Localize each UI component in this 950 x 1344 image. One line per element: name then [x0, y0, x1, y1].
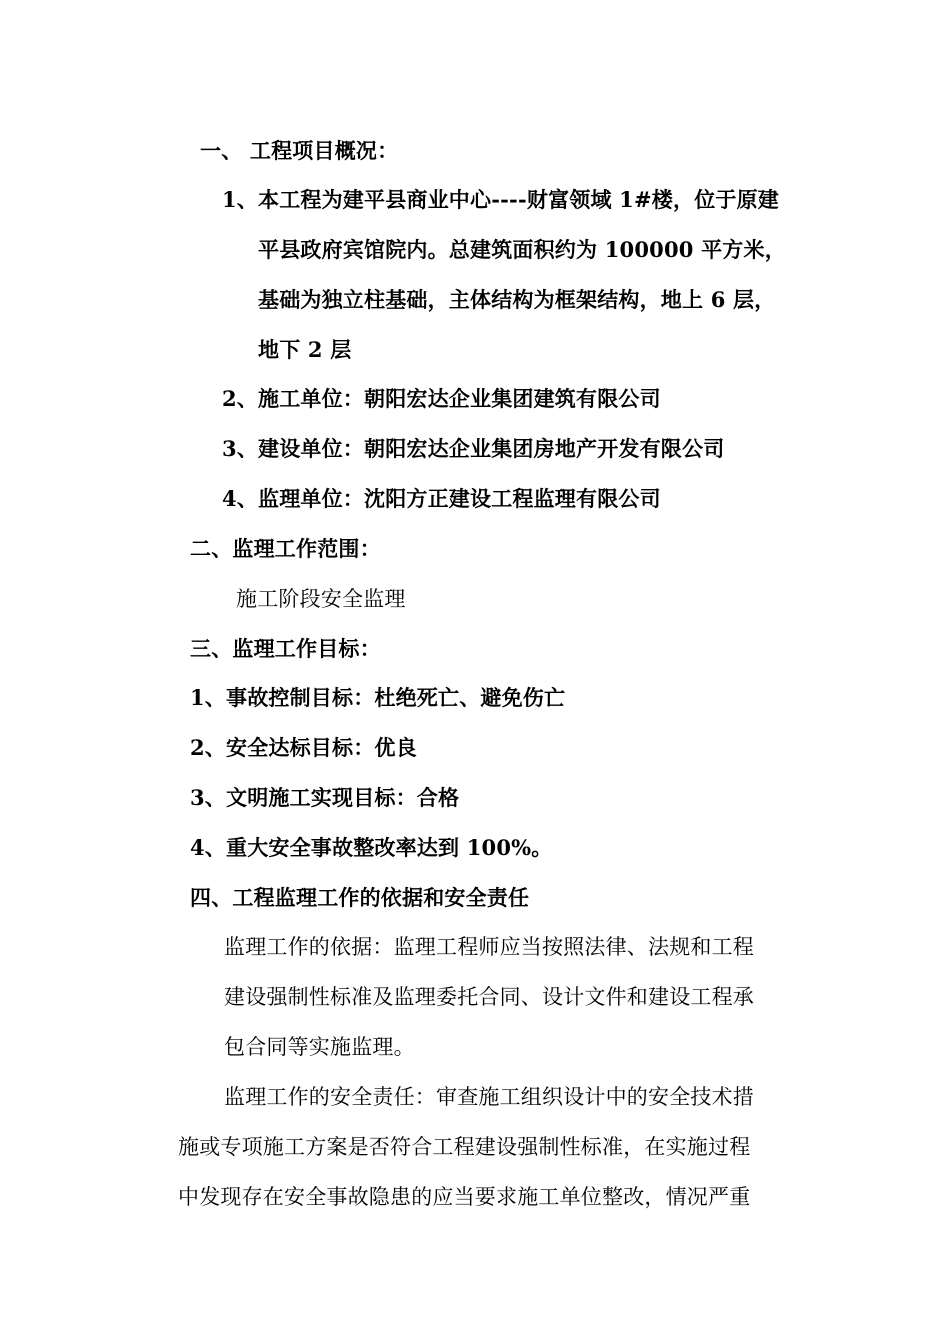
section-2-body: 施工阶段安全监理 [236, 587, 406, 611]
section-3-heading: 三、监理工作目标： [190, 636, 381, 661]
section-3-item-4: 4、重大安全事故整改率达到 100%。 [190, 835, 553, 860]
section-4-responsibility-line-2: 施或专项施工方案是否符合工程建设强制性标准，在实施过程 [178, 1135, 751, 1159]
section-3-item-2: 2、安全达标目标：优良 [190, 735, 417, 760]
section-1-item-1-line-4: 地下 2 层 [258, 337, 352, 362]
section-4-basis-line-1: 监理工作的依据：监理工程师应当按照法律、法规和工程 [224, 935, 754, 959]
section-2-heading: 二、监理工作范围： [190, 536, 381, 561]
section-3-item-1: 1、事故控制目标：杜绝死亡、避免伤亡 [190, 685, 566, 710]
section-4-basis-line-2: 建设强制性标准及监理委托合同、设计文件和建设工程承 [224, 985, 754, 1009]
section-3-item-3: 3、文明施工实现目标：合格 [190, 785, 460, 810]
section-4-responsibility-line-1: 监理工作的安全责任：审查施工组织设计中的安全技术措 [224, 1085, 754, 1109]
section-1-item-4: 4、监理单位：沈阳方正建设工程监理有限公司 [222, 486, 661, 511]
section-1-heading: 一、 工程项目概况： [200, 138, 399, 163]
section-1-item-1-line-1: 1、本工程为建平县商业中心----财富领域 1#楼，位于原建 [222, 187, 779, 212]
section-4-heading: 四、工程监理工作的依据和安全责任 [190, 885, 530, 910]
section-4-basis-line-3: 包合同等实施监理。 [224, 1035, 415, 1059]
section-1-item-3: 3、建设单位：朝阳宏达企业集团房地产开发有限公司 [222, 436, 725, 461]
section-4-responsibility-line-3: 中发现存在安全事故隐患的应当要求施工单位整改，情况严重 [178, 1185, 751, 1209]
section-1-item-2: 2、施工单位：朝阳宏达企业集团建筑有限公司 [222, 386, 661, 411]
section-1-item-1-line-3: 基础为独立柱基础，主体结构为框架结构，地上 6 层， [258, 287, 776, 312]
section-1-item-1-line-2: 平县政府宾馆院内。总建筑面积约为 100000 平方米， [258, 237, 786, 262]
